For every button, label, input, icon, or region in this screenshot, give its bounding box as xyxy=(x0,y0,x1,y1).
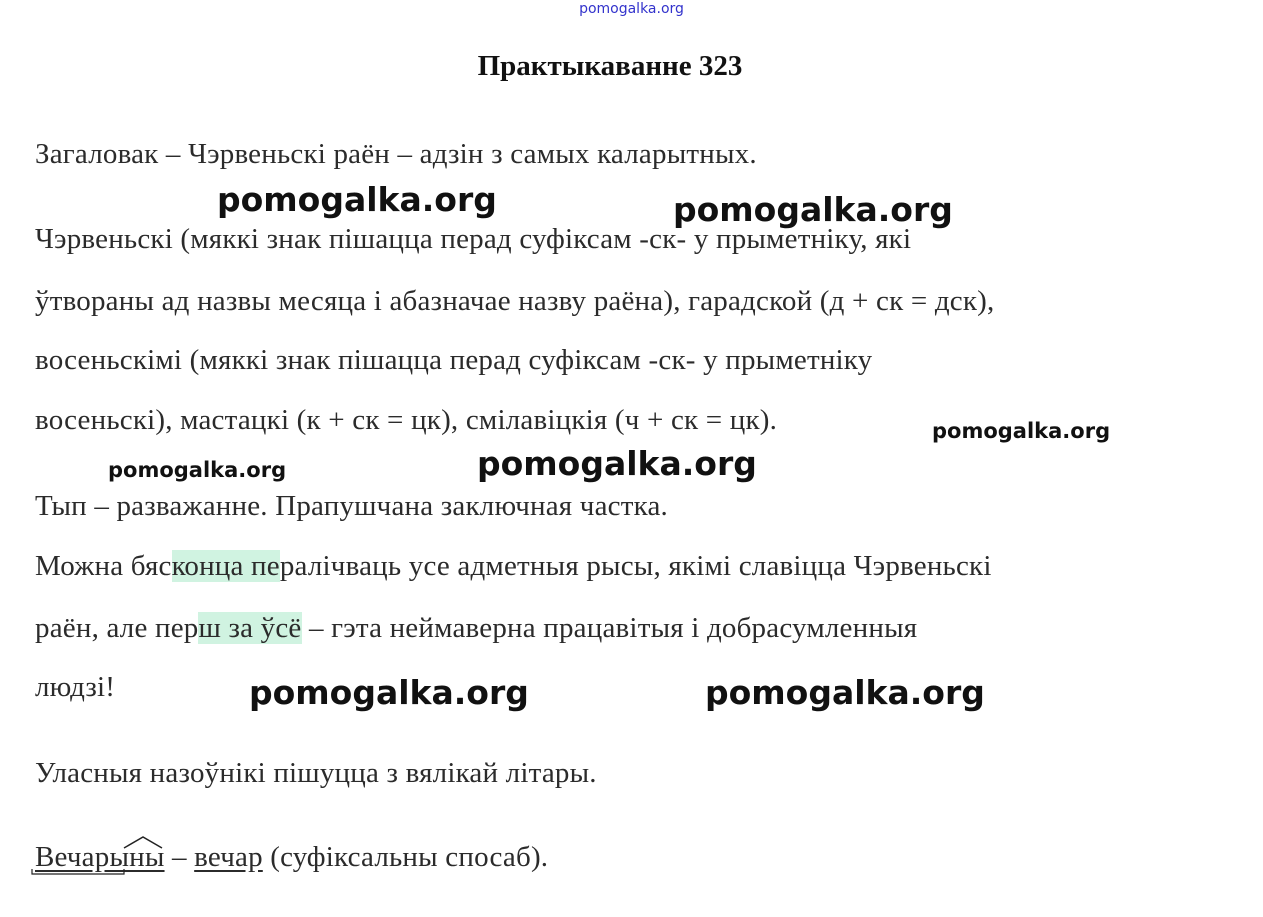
highlighted-text: конца пе xyxy=(171,550,280,582)
text-fragment: раён, але пер xyxy=(35,612,199,644)
text-fragment: Можна бяс xyxy=(35,550,172,582)
text-line xyxy=(35,612,917,645)
text-fragment: – гэта неймаверна працавітыя і добрасумленныя xyxy=(301,612,918,644)
text-line: восеньскі), мастацкі (к + ск = цк), смілавіцкія (ч + ск = цк). xyxy=(35,404,778,436)
text-line-heading-analysis: Загаловак – Чэрвеньскі раён – адзін з самых каларытных. xyxy=(35,138,757,170)
text-line: восеньскімі (мяккі знак пішацца перад суфіксам -ск- у прыметніку xyxy=(35,344,873,376)
highlighted-text: ш за ўсё xyxy=(198,612,302,644)
text-line-type: Тып – разважанне. Прапушчана заключная частка. xyxy=(35,490,668,522)
watermark: pomogalka.org xyxy=(108,458,287,482)
top-watermark-link[interactable]: pomogalka.org xyxy=(579,1,684,17)
morpheme-markup xyxy=(30,834,330,884)
text-fragment: – xyxy=(164,841,195,873)
watermark: pomogalka.org xyxy=(249,673,529,712)
watermark: pomogalka.org xyxy=(705,673,985,712)
text-line: людзі! xyxy=(35,671,116,703)
page-title: Практыкаванне 323 xyxy=(477,50,743,82)
analyzed-word: Вечарыны xyxy=(35,841,165,873)
watermark: pomogalka.org xyxy=(477,444,757,483)
text-line xyxy=(35,550,992,583)
text-fragment: (суфіксальны спосаб). xyxy=(262,841,549,873)
stem-bracket xyxy=(32,869,124,874)
text-fragment: ралічваць усе адметныя рысы, якімі славіцца Чэрвеньскі xyxy=(279,550,992,582)
text-line-capitalization-rule: Уласныя назоўнікі пішуцца з вялікай літары. xyxy=(35,757,597,789)
text-line: Чэрвеньскі (мяккі знак пішацца перад суфіксам -ск- у прыметніку, які xyxy=(35,223,912,255)
watermark: pomogalka.org xyxy=(932,419,1111,443)
suffix-mark xyxy=(124,837,162,848)
text-line: ўтвораны ад назвы месяца і абазначае назву раёна), гарадской (д + ск = дск), xyxy=(35,285,995,317)
watermark: pomogalka.org xyxy=(673,190,953,229)
watermark: pomogalka.org xyxy=(217,180,497,219)
base-word: вечар xyxy=(194,841,263,873)
